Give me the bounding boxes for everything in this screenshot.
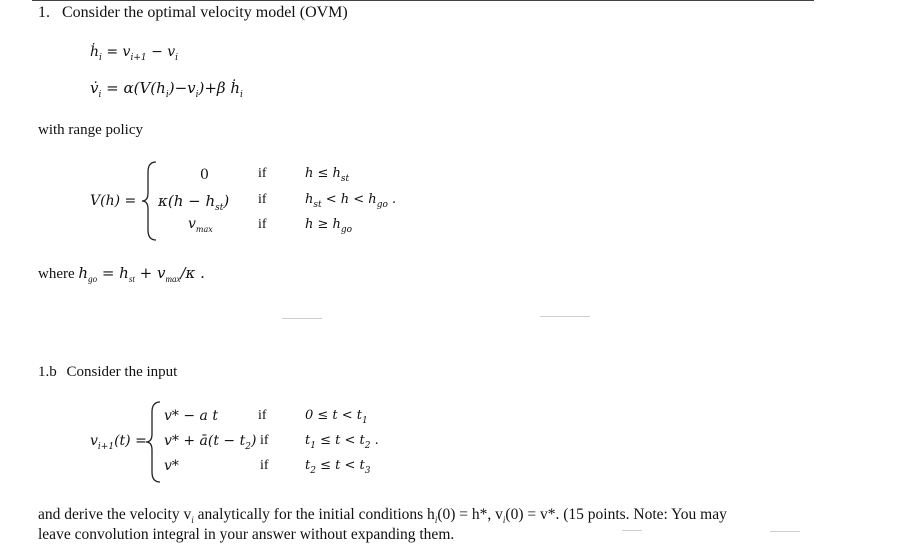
left-brace-icon xyxy=(144,400,164,484)
part-b-title: Consider the input xyxy=(66,364,178,380)
input-case-1-condition: $0 \le t < t_1$ xyxy=(305,408,368,426)
part-b-label: 1.b xyxy=(38,364,57,380)
input-case-1-value: v* − a t xyxy=(164,408,218,424)
range-policy-lhs: V(h) = xyxy=(90,193,137,209)
case-3-if: if xyxy=(258,217,267,232)
ovm-equation-2: $v̇_i = \alpha(V(h_i)-v_i)+\beta$ ḣ$_i$ xyxy=(90,79,243,100)
case-3-condition: $h \ge h_{go}$ xyxy=(305,217,353,235)
case-2-value: $\kappa(h - h_{st})$ xyxy=(158,192,230,213)
ovm-equation-1: ḣ$_i$ = $v_{i+1} - v_i$ xyxy=(90,44,179,63)
left-brace-icon xyxy=(140,160,160,242)
closing-line-2: leave convolution integral in your answer without expanding them. xyxy=(38,526,455,543)
case-2-if: if xyxy=(258,192,267,207)
case-1-condition: $h \le h_{st}$ xyxy=(305,166,350,184)
scan-artifact xyxy=(282,318,322,319)
scan-artifact xyxy=(770,531,800,532)
where-clause: where $h_{go} = h_{st} + v_{max}/\kappa$ . xyxy=(38,264,205,284)
scan-artifact xyxy=(540,316,590,317)
top-rule xyxy=(32,0,814,1)
input-lhs: $v_{i+1}(t)$ = xyxy=(90,433,147,452)
input-case-2-if: if xyxy=(260,433,269,448)
scan-artifact xyxy=(622,530,642,531)
question-number: 1. xyxy=(38,4,50,21)
input-case-2-value: v* + ā(t − $t_2$) xyxy=(164,433,257,452)
question-header xyxy=(38,4,348,22)
input-case-2-condition: $t_1 \le t < t_2$ . xyxy=(305,433,379,451)
input-case-3-value: v* xyxy=(164,458,179,474)
input-case-3-if: if xyxy=(260,458,269,473)
part-b-header xyxy=(38,364,177,381)
case-1-value: 0 xyxy=(200,167,209,183)
case-3-value: $v_{max}$ xyxy=(188,216,213,234)
question-title: Consider the optimal velocity model (OVM) xyxy=(62,4,348,21)
input-case-1-if: if xyxy=(258,408,267,423)
closing-line-1: and derive the velocity $v_i$ analytically for the initial conditions $h_i(0) = h*$, $v_i(0) = v*$. (15 points. Note: You may xyxy=(38,506,727,525)
case-2-condition: $h_{st} < h < h_{go}$ . xyxy=(305,192,397,210)
range-policy-intro: with range policy xyxy=(38,122,143,138)
case-1-if: if xyxy=(258,166,267,181)
input-case-3-condition: $t_2 \le t < t_3$ xyxy=(305,458,371,476)
